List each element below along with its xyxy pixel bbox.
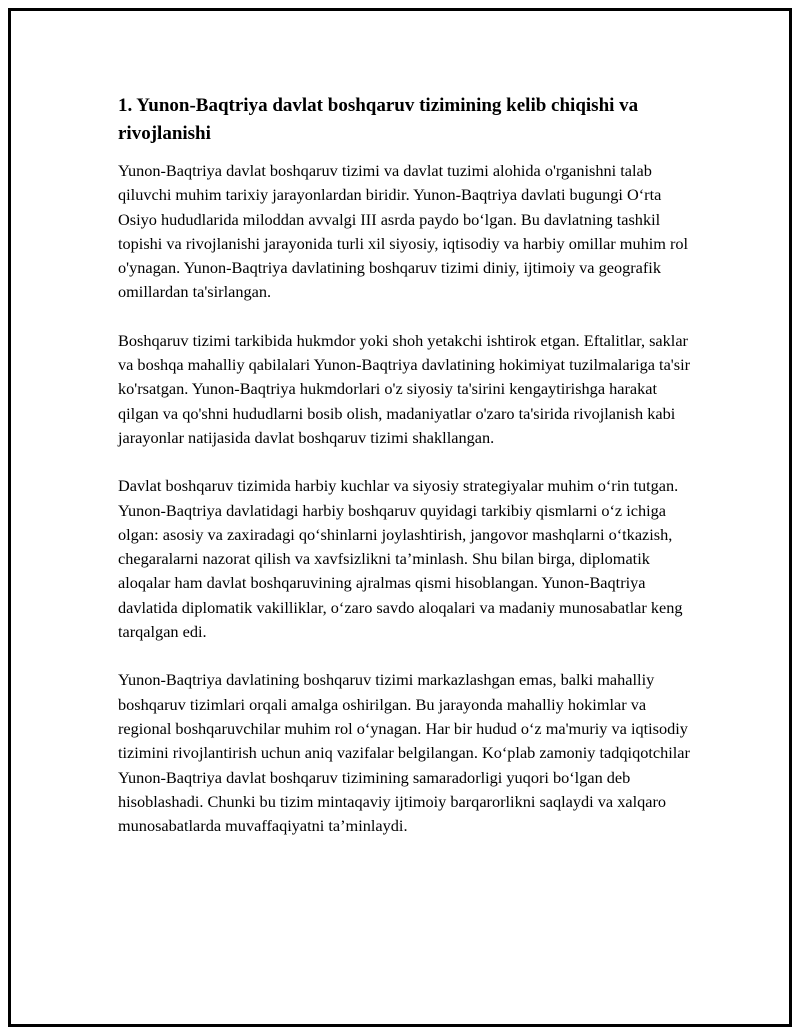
paragraph-3: Davlat boshqaruv tizimida harbiy kuchlar va siyosiy strategiyalar muhim o‘rin tutgan. Yunon-Baqtriya davlatidagi harbiy boshqaruv quyidagi tarkibiy qismlarni o‘z ichiga olgan: asosiy va zaxiradagi qo‘shinlarni joylashtirish, jangovor mashqlarni o‘tkazish, chegaralarni nazorat qilish va xavfsizlikni ta’minlash. Shu bilan birga, diplomatik aloqalar ham davlat boshqaruvining ajralmas qismi hisoblangan. Yunon-Baqtriya davlatida diplomatik vakilliklar, o‘zaro savdo aloqalari va madaniy munosabatlar keng tarqalgan edi. xyxy=(118,476,683,642)
paragraph-1: Yunon-Baqtriya davlat boshqaruv tizimi va davlat tuzimi alohida o'rganishni talab qiluvchi muhim tarixiy jarayonlardan biridir. Yunon-Baqtriya davlati bugungi O‘rta Osiyo hududlarida miloddan avvalgi III asrda paydo bo‘lgan. Bu davlatning tashkil topishi va rivojlanishi jarayonida turli xil siyosiy, iqtisodiy va harbiy omillar muhim rol o'ynagan. Yunon-Baqtriya davlatining boshqaruv tizimi diniy, ijtimoiy va geografik omillardan ta'sirlangan. xyxy=(118,161,689,302)
section-heading: 1. Yunon-Baqtriya davlat boshqaruv tizimining kelib chiqishi va rivojlanishi xyxy=(118,95,639,144)
paragraph-4: Yunon-Baqtriya davlatining boshqaruv tizimi markazlashgan emas, balki mahalliy boshqaruv tizimlari orqali amalga oshirilgan. Bu jarayonda mahalliy hokimlar va regional boshqaruvchilar muhim rol o‘ynagan. Har bir hudud o‘z ma'muriy va iqtisodiy tizimini rivojlantirish uchun aniq vazifalar belgilangan. Ko‘plab zamoniy tadqiqotchilar Yunon-Baqtriya davlat boshqaruv tizimining samaradorligi yuqori bo‘lgan deb hisoblashadi. Chunki bu tizim mintaqaviy ijtimoiy barqarorlikni saqlaydi va xalqaro munosabatlarda muvaffaqiyatni ta’minlaydi. xyxy=(118,670,690,836)
paragraph-2: Boshqaruv tizimi tarkibida hukmdor yoki shoh yetakchi ishtirok etgan. Eftalitlar, saklar va boshqa mahalliy qabilalari Yunon-Baqtriya davlatining hokimiyat tuzilmalariga ta'sir ko'rsatgan. Yunon-Baqtriya hukmdorlari o'z siyosiy ta'sirini kengaytirishga harakat qilgan va qo'shni hududlarni bosib olish, madaniyatlar o'zaro ta'sirida rivojlanish kabi jarayonlar natijasida davlat boshqaruv tizimi shakllangan. xyxy=(118,330,691,447)
document-body xyxy=(118,92,698,862)
